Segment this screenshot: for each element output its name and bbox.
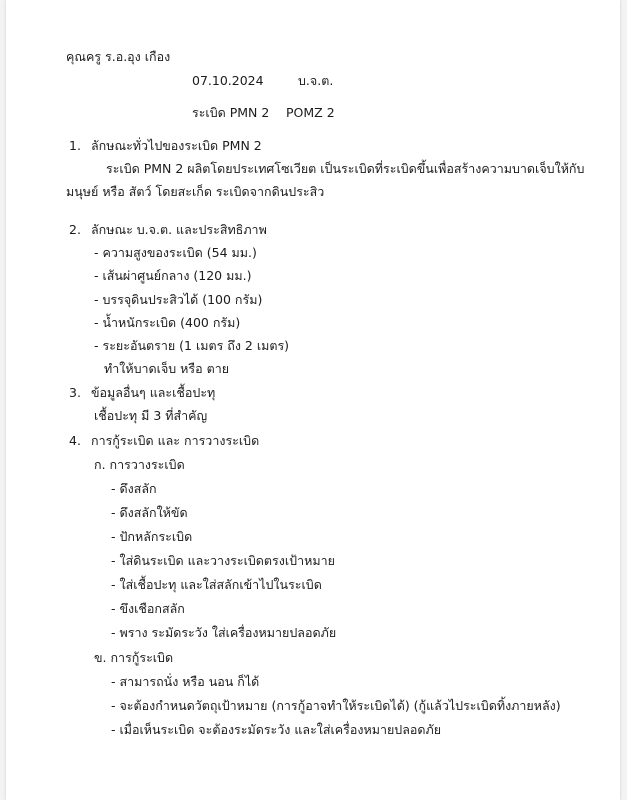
clearing-step: - เมื่อเห็นระเบิด จะต้องระมัดระวัง และใส่เครื่องหมายปลอดภัย xyxy=(111,722,442,737)
placing-step: - พราง ระมัดระวัง ใส่เครื่องหมายปลอดภัย xyxy=(111,625,337,640)
clearing-step: - สามารถนั่ง หรือ นอน ก็ได้ xyxy=(111,674,260,689)
placing-step: - ดึงสลักให้ขัด xyxy=(111,505,188,520)
document-page xyxy=(6,0,620,800)
title-pmn2: ระเบิด PMN 2 xyxy=(192,105,270,120)
clearing-step: - จะต้องกำหนดวัตถุเป้าหมาย (การกู้อาจทำให้ระเบิดได้) (กู้แล้วไประเบิดทิ้งภายหลัง) xyxy=(111,698,561,713)
spec-item: - ความสูงของระเบิด (54 มม.) xyxy=(94,245,257,260)
section-4-title: การกู้ระเบิด และ การวางระเบิด xyxy=(91,433,260,448)
section-1-title: ลักษณะทั่วไปของระเบิด PMN 2 xyxy=(91,138,262,153)
org-text: บ.จ.ต. xyxy=(298,73,334,88)
date-text: 07.10.2024 xyxy=(192,73,264,88)
spec-item: - บรรจุดินประสิวได้ (100 กรัม) xyxy=(94,292,263,307)
section-1-body-line: มนุษย์ หรือ สัตว์ โดยสะเก็ด ระเบิดจากดินประสิว xyxy=(66,184,325,199)
section-3-body-line: เชื้อปะทุ มี 3 ที่สำคัญ xyxy=(94,408,208,423)
subsection-label-placing: ก. การวางระเบิด xyxy=(94,457,185,472)
subsection-label-clearing: ข. การกู้ระเบิด xyxy=(94,650,174,665)
placing-step: - ปักหลักระเบิด xyxy=(111,529,193,544)
placing-step: - ใส่ดินระเบิด และวางระเบิดตรงเป้าหมาย xyxy=(111,553,335,568)
title-pomz2: POMZ 2 xyxy=(286,105,335,120)
spec-item: - ระยะอันตราย (1 เมตร ถึง 2 เมตร) xyxy=(94,338,290,353)
section-3-title: ข้อมูลอื่นๆ และเชื้อปะทุ xyxy=(91,385,216,400)
section-3-number: 3. xyxy=(69,385,81,400)
placing-step: - ดึงสลัก xyxy=(111,481,157,496)
spec-item: - น้ำหนักระเบิด (400 กรัม) xyxy=(94,315,241,330)
placing-step: - ขึงเชือกสลัก xyxy=(111,601,185,616)
section-1-body-line: ระเบิด PMN 2 ผลิตโดยประเทศโซเวียต เป็นระเบิดที่ระเบิดขึ้นเพื่อสร้างความบาดเจ็บให้กับ xyxy=(106,161,585,176)
section-2-number: 2. xyxy=(69,222,81,237)
spec-item: - เส้นผ่าศูนย์กลาง (120 มม.) xyxy=(94,268,252,283)
section-1-number: 1. xyxy=(69,138,81,153)
spec-note: ทำให้บาดเจ็บ หรือ ตาย xyxy=(104,361,230,376)
document-body xyxy=(6,0,620,800)
section-2-title: ลักษณะ บ.จ.ต. และประสิทธิภาพ xyxy=(91,222,267,237)
placing-step: - ใส่เชื้อปะทุ และใส่สลักเข้าไปในระเบิด xyxy=(111,577,322,592)
section-4-number: 4. xyxy=(69,433,81,448)
author-line: คุณครู ร.อ.อุง เกือง xyxy=(66,49,171,64)
